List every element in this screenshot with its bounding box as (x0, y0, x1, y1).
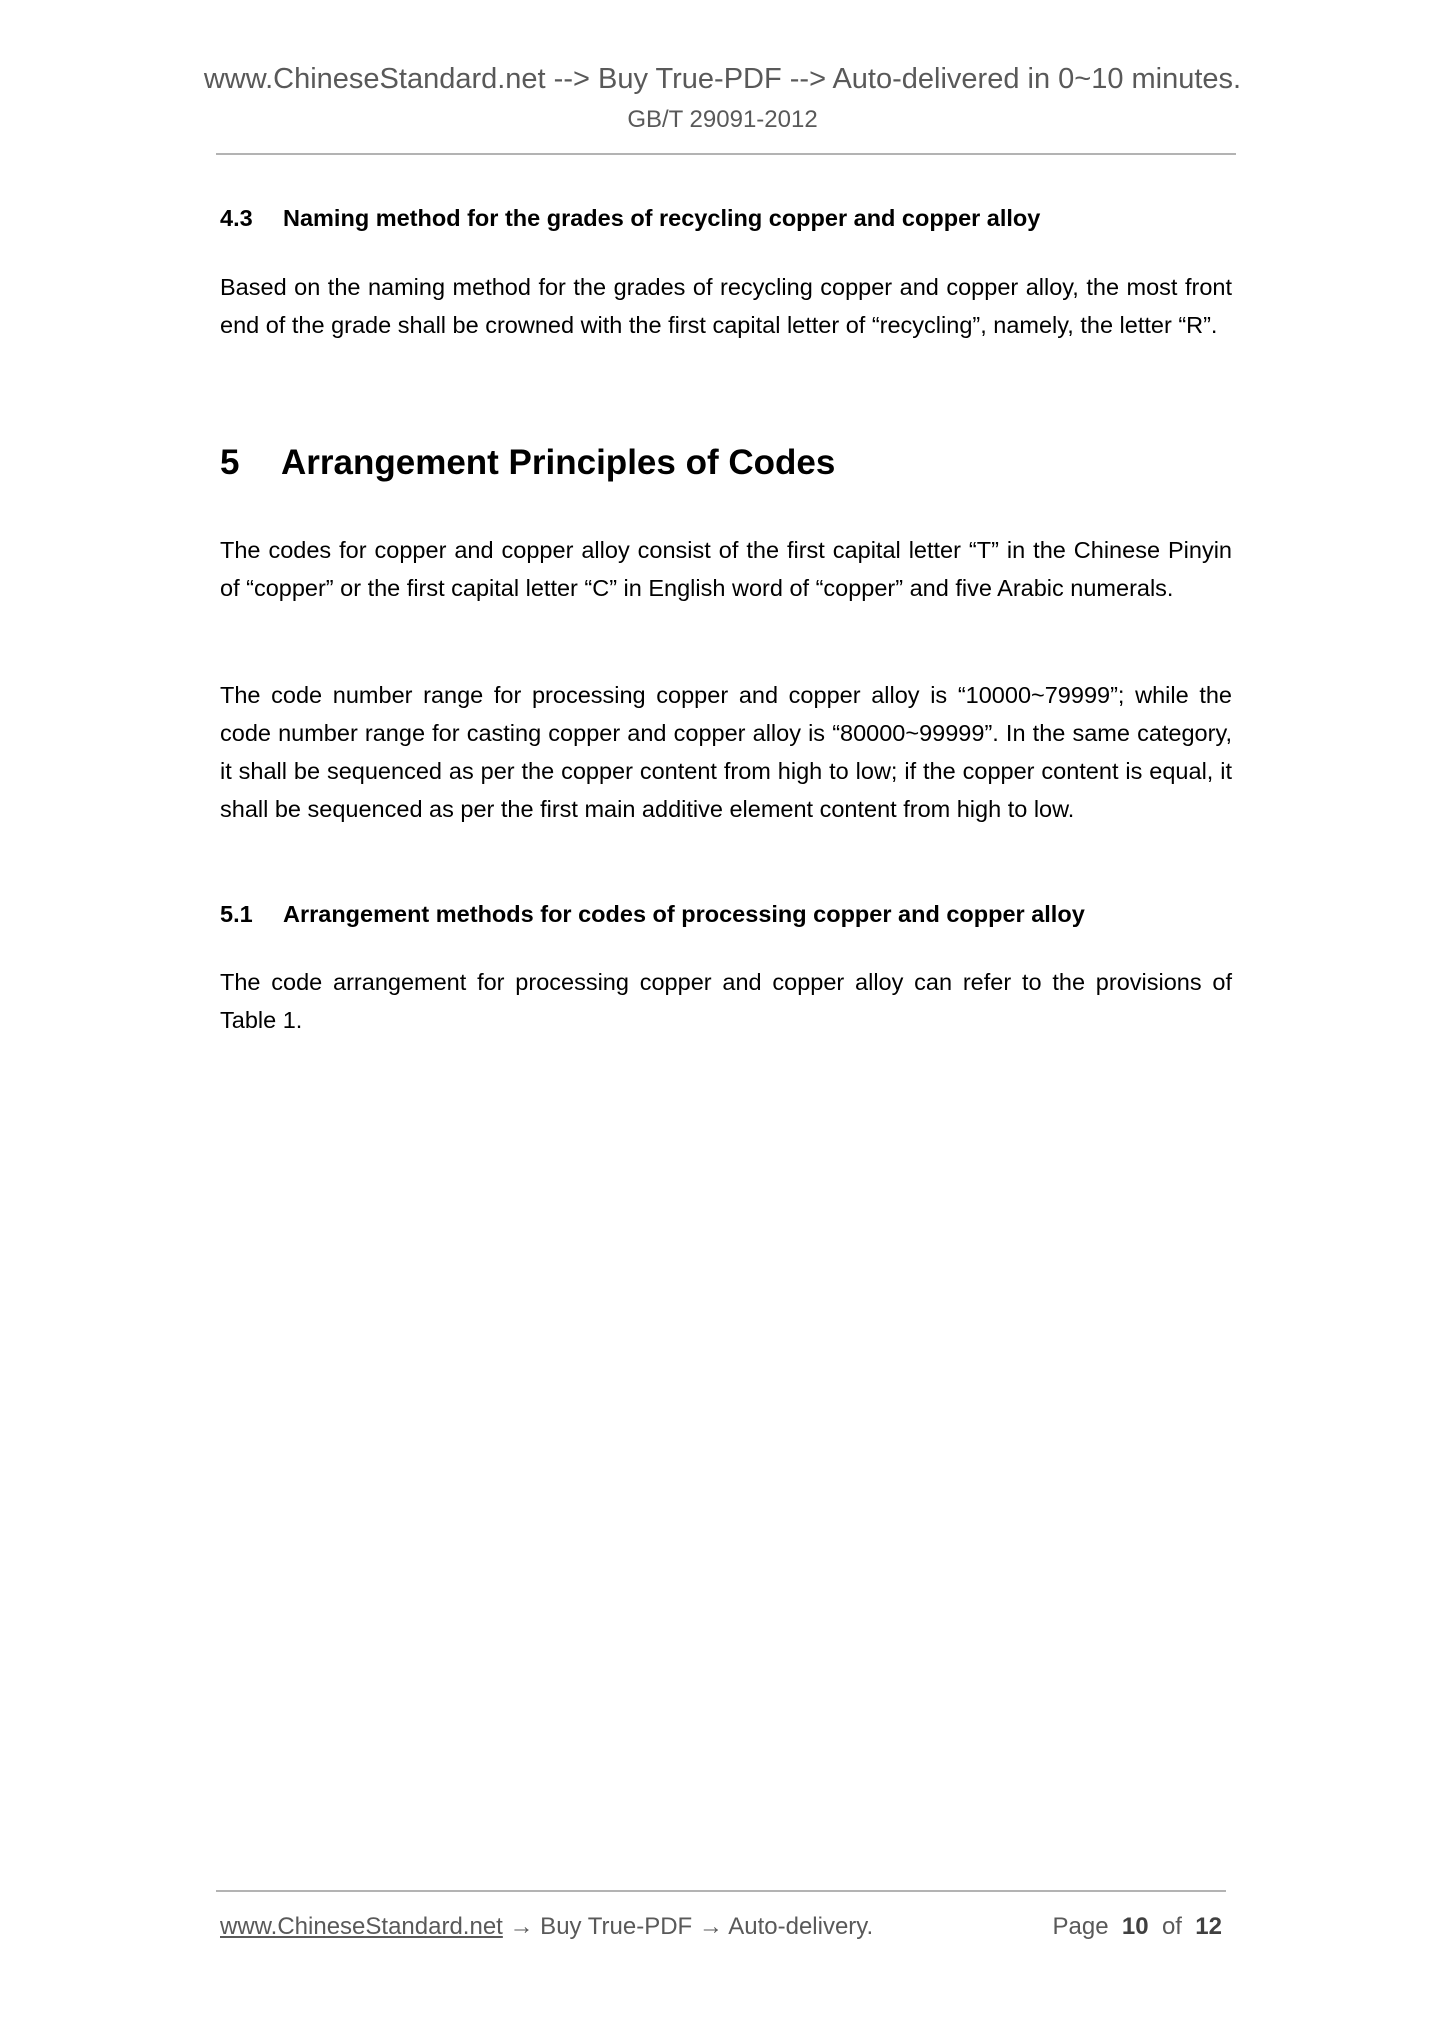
section-number: 5.1 (220, 901, 253, 927)
section-title: Naming method for the grades of recycling copper and copper alloy (283, 205, 1041, 231)
section-5-heading (220, 443, 835, 483)
section-title: Arrangement Principles of Codes (281, 443, 836, 482)
footer-site-link[interactable]: www.ChineseStandard.net (220, 1913, 503, 1940)
page-label: Page (1052, 1913, 1109, 1940)
section-number: 5 (220, 443, 240, 482)
section-5-1-paragraph: The code arrangement for processing copper and copper alloy can refer to the provisions of Table 1. (220, 969, 1232, 1033)
header-divider (216, 153, 1236, 155)
section-title: Arrangement methods for codes of processing copper and copper alloy (283, 901, 1085, 927)
page-indicator (1052, 1912, 1222, 1942)
page-total: 12 (1195, 1913, 1222, 1940)
footer-divider (216, 1890, 1226, 1892)
section-5-paragraph-1: The codes for copper and copper alloy consist of the first capital letter “T” in the Chinese Pinyin of “copper” or the first capital letter “C” in English word of “copper” and five Arabic numerals. (220, 537, 1232, 601)
standard-number: GB/T 29091-2012 (627, 106, 818, 133)
footer-left (220, 1912, 873, 1942)
section-4-3-heading (220, 203, 1040, 233)
footer-text: → Buy True-PDF → Auto-delivery. (502, 1913, 874, 1940)
section-number: 4.3 (220, 205, 253, 231)
of-label: of (1161, 1913, 1182, 1940)
section-5-paragraph-2: The code number range for processing copper and copper alloy is “10000~79999”; while the code number range for casting copper and copper alloy is “80000~99999”. In the same category, it shall be sequenced as per the copper content from high to low; if the copper content is equal, it shall be sequenced as per the first main additive element content from high to low. (220, 682, 1232, 822)
section-4-3-paragraph: Based on the naming method for the grades of recycling copper and copper alloy, the most front end of the grade shall be crowned with the first capital letter of “recycling”, namely, the letter “R”. (220, 274, 1232, 338)
page-current: 10 (1121, 1913, 1149, 1940)
header-banner: www.ChineseStandard.net --> Buy True-PDF --> Auto-delivered in 0~10 minutes. (203, 63, 1242, 95)
section-5-1-heading (220, 899, 1085, 929)
